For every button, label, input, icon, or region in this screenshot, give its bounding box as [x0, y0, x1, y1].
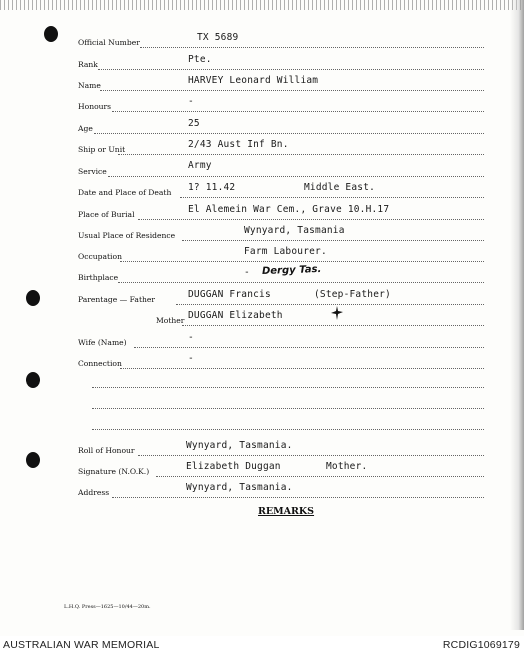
- field-value-birthplace: -: [244, 267, 250, 278]
- field-label-mother: Mother: [156, 316, 185, 325]
- field-value-usual-residence: Wynyard, Tasmania: [244, 225, 345, 236]
- field-line-connection: [120, 367, 484, 369]
- field-value-address: Wynyard, Tasmania.: [186, 482, 293, 493]
- field-value-father: DUGGAN Francis: [188, 289, 271, 300]
- field-value-official-number: TX 5689: [197, 32, 239, 43]
- field-label-wife: Wife (Name): [78, 338, 127, 347]
- field-label-age: Age: [78, 124, 93, 133]
- field-value-roll-of-honour: Wynyard, Tasmania.: [186, 440, 293, 451]
- field-label-honours: Honours: [78, 102, 112, 111]
- field-value-mother: DUGGAN Elizabeth: [188, 310, 283, 321]
- field-line-date-place-of-death: [180, 196, 484, 198]
- field-label-father: Parentage — Father: [78, 295, 156, 304]
- field-line-official-number: [140, 46, 484, 48]
- field-line-age: [94, 132, 484, 134]
- field-label-rank: Rank: [78, 60, 98, 69]
- footer-record-id: RCDIG1069179: [442, 639, 520, 651]
- field-value-date-of-death: 1? 11.42: [188, 182, 236, 193]
- field-value-honours: -: [188, 96, 194, 107]
- ink-mark-icon: [331, 306, 343, 320]
- field-value-rank: Pte.: [188, 54, 212, 65]
- blank-line: [92, 386, 484, 388]
- field-value-birthplace-handwritten: Dergy Tas.: [261, 263, 322, 278]
- field-line-roll-of-honour: [138, 454, 484, 456]
- scan-edge-noise: [0, 0, 524, 10]
- remarks-heading: REMARKS: [258, 506, 315, 517]
- field-line-birthplace: [118, 281, 484, 283]
- punch-hole-2: [26, 290, 40, 306]
- punch-hole-4: [26, 452, 40, 468]
- field-value-occupation: Farm Labourer.: [244, 246, 327, 257]
- footer-archive-name: AUSTRALIAN WAR MEMORIAL: [3, 639, 160, 651]
- field-line-address: [112, 496, 484, 498]
- blank-line: [92, 428, 484, 430]
- field-value-ship-or-unit: 2/43 Aust Inf Bn.: [188, 139, 289, 150]
- field-line-rank: [98, 68, 484, 70]
- field-value-place-of-death: Middle East.: [304, 182, 376, 193]
- field-line-father: [176, 303, 484, 305]
- field-line-service: [108, 175, 484, 177]
- field-value-signature-relation: Mother.: [326, 461, 368, 472]
- field-label-date-place-of-death: Date and Place of Death: [78, 188, 172, 197]
- field-line-name: [100, 89, 484, 91]
- field-value-age: 25: [188, 118, 200, 129]
- field-line-mother: [182, 324, 484, 326]
- field-line-wife: [134, 346, 484, 348]
- scan-page-edge: [510, 0, 524, 630]
- field-value-place-of-burial: El Alemein War Cem., Grave 10.H.17: [188, 204, 390, 215]
- field-label-occupation: Occupation: [78, 252, 122, 261]
- blank-line: [92, 407, 484, 409]
- field-value-father-note: (Step-Father): [314, 289, 391, 300]
- field-line-place-of-burial: [138, 218, 484, 220]
- field-value-connection: -: [188, 353, 194, 364]
- field-label-service: Service: [78, 167, 107, 176]
- field-line-occupation: [120, 260, 484, 262]
- field-value-signature: Elizabeth Duggan: [186, 461, 281, 472]
- field-label-place-of-burial: Place of Burial: [78, 210, 135, 219]
- field-value-wife: -: [188, 332, 194, 343]
- field-label-roll-of-honour: Roll of Honour: [78, 446, 135, 455]
- field-label-ship-or-unit: Ship or Unit: [78, 145, 126, 154]
- field-label-connection: Connection: [78, 359, 122, 368]
- field-value-name: HARVEY Leonard William: [188, 75, 319, 86]
- field-value-service: Army: [188, 160, 212, 171]
- punch-hole-3: [26, 372, 40, 388]
- field-line-ship-or-unit: [118, 153, 484, 155]
- field-label-signature: Signature (N.O.K.): [78, 467, 150, 476]
- printer-imprint: L.H.Q. Press—1625—10/44—20m.: [64, 604, 151, 610]
- field-label-official-number: Official Number: [78, 38, 140, 47]
- field-line-signature: [156, 475, 484, 477]
- field-label-usual-residence: Usual Place of Residence: [78, 231, 176, 240]
- archive-footer: [0, 636, 524, 654]
- field-line-honours: [112, 110, 484, 112]
- field-line-usual-residence: [182, 239, 484, 241]
- field-label-birthplace: Birthplace: [78, 273, 119, 282]
- field-label-address: Address: [78, 488, 110, 497]
- field-label-name: Name: [78, 81, 101, 90]
- punch-hole-1: [44, 26, 58, 42]
